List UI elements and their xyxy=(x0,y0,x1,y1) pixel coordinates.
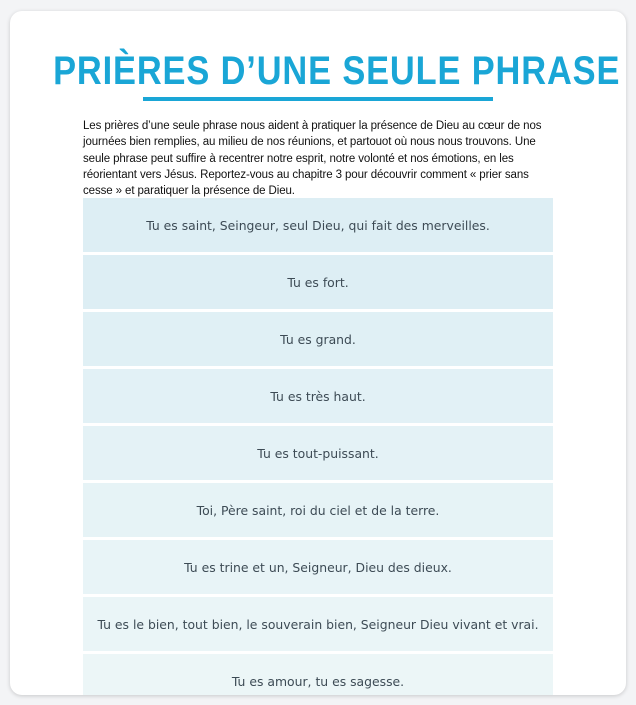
prayer-row: Tu es le bien, tout bien, le souverain bien, Seigneur Dieu vivant et vrai. xyxy=(83,597,553,651)
prayer-row: Tu es trine et un, Seigneur, Dieu des dieux. xyxy=(83,540,553,594)
prayer-row: Tu es saint, Seingeur, seul Dieu, qui fait des merveilles. xyxy=(83,198,553,252)
prayer-row: Tu es tout-puissant. xyxy=(83,426,553,480)
intro-paragraph: Les prières d’une seule phrase nous aident à pratiquer la présence de Dieu au cœur de nos journées bien remplies, au milieu de nos réunions, et partouot où nous nous trouvons. Une seule phrase peut suffire à recentrer notre esprit, notre volonté et nos émotions, en les réorientant vers Jésus. Reportez-vous au chapitre 3 pour découvrir comment « prier sans cesse » et paratiquer la présence de Dieu. xyxy=(83,120,542,198)
prayer-row: Tu es grand. xyxy=(83,312,553,366)
document-page xyxy=(10,11,626,695)
prayer-row: Toi, Père saint, roi du ciel et de la terre. xyxy=(83,483,553,537)
prayer-row: Tu es fort. xyxy=(83,255,553,309)
prayer-row: Tu es amour, tu es sagesse. xyxy=(83,654,553,695)
title-underline xyxy=(143,97,493,101)
prayer-row: Tu es très haut. xyxy=(83,369,553,423)
page-title: PRIÈRES D’UNE SEULE PHRASE xyxy=(53,49,621,93)
prayer-list xyxy=(83,198,553,695)
